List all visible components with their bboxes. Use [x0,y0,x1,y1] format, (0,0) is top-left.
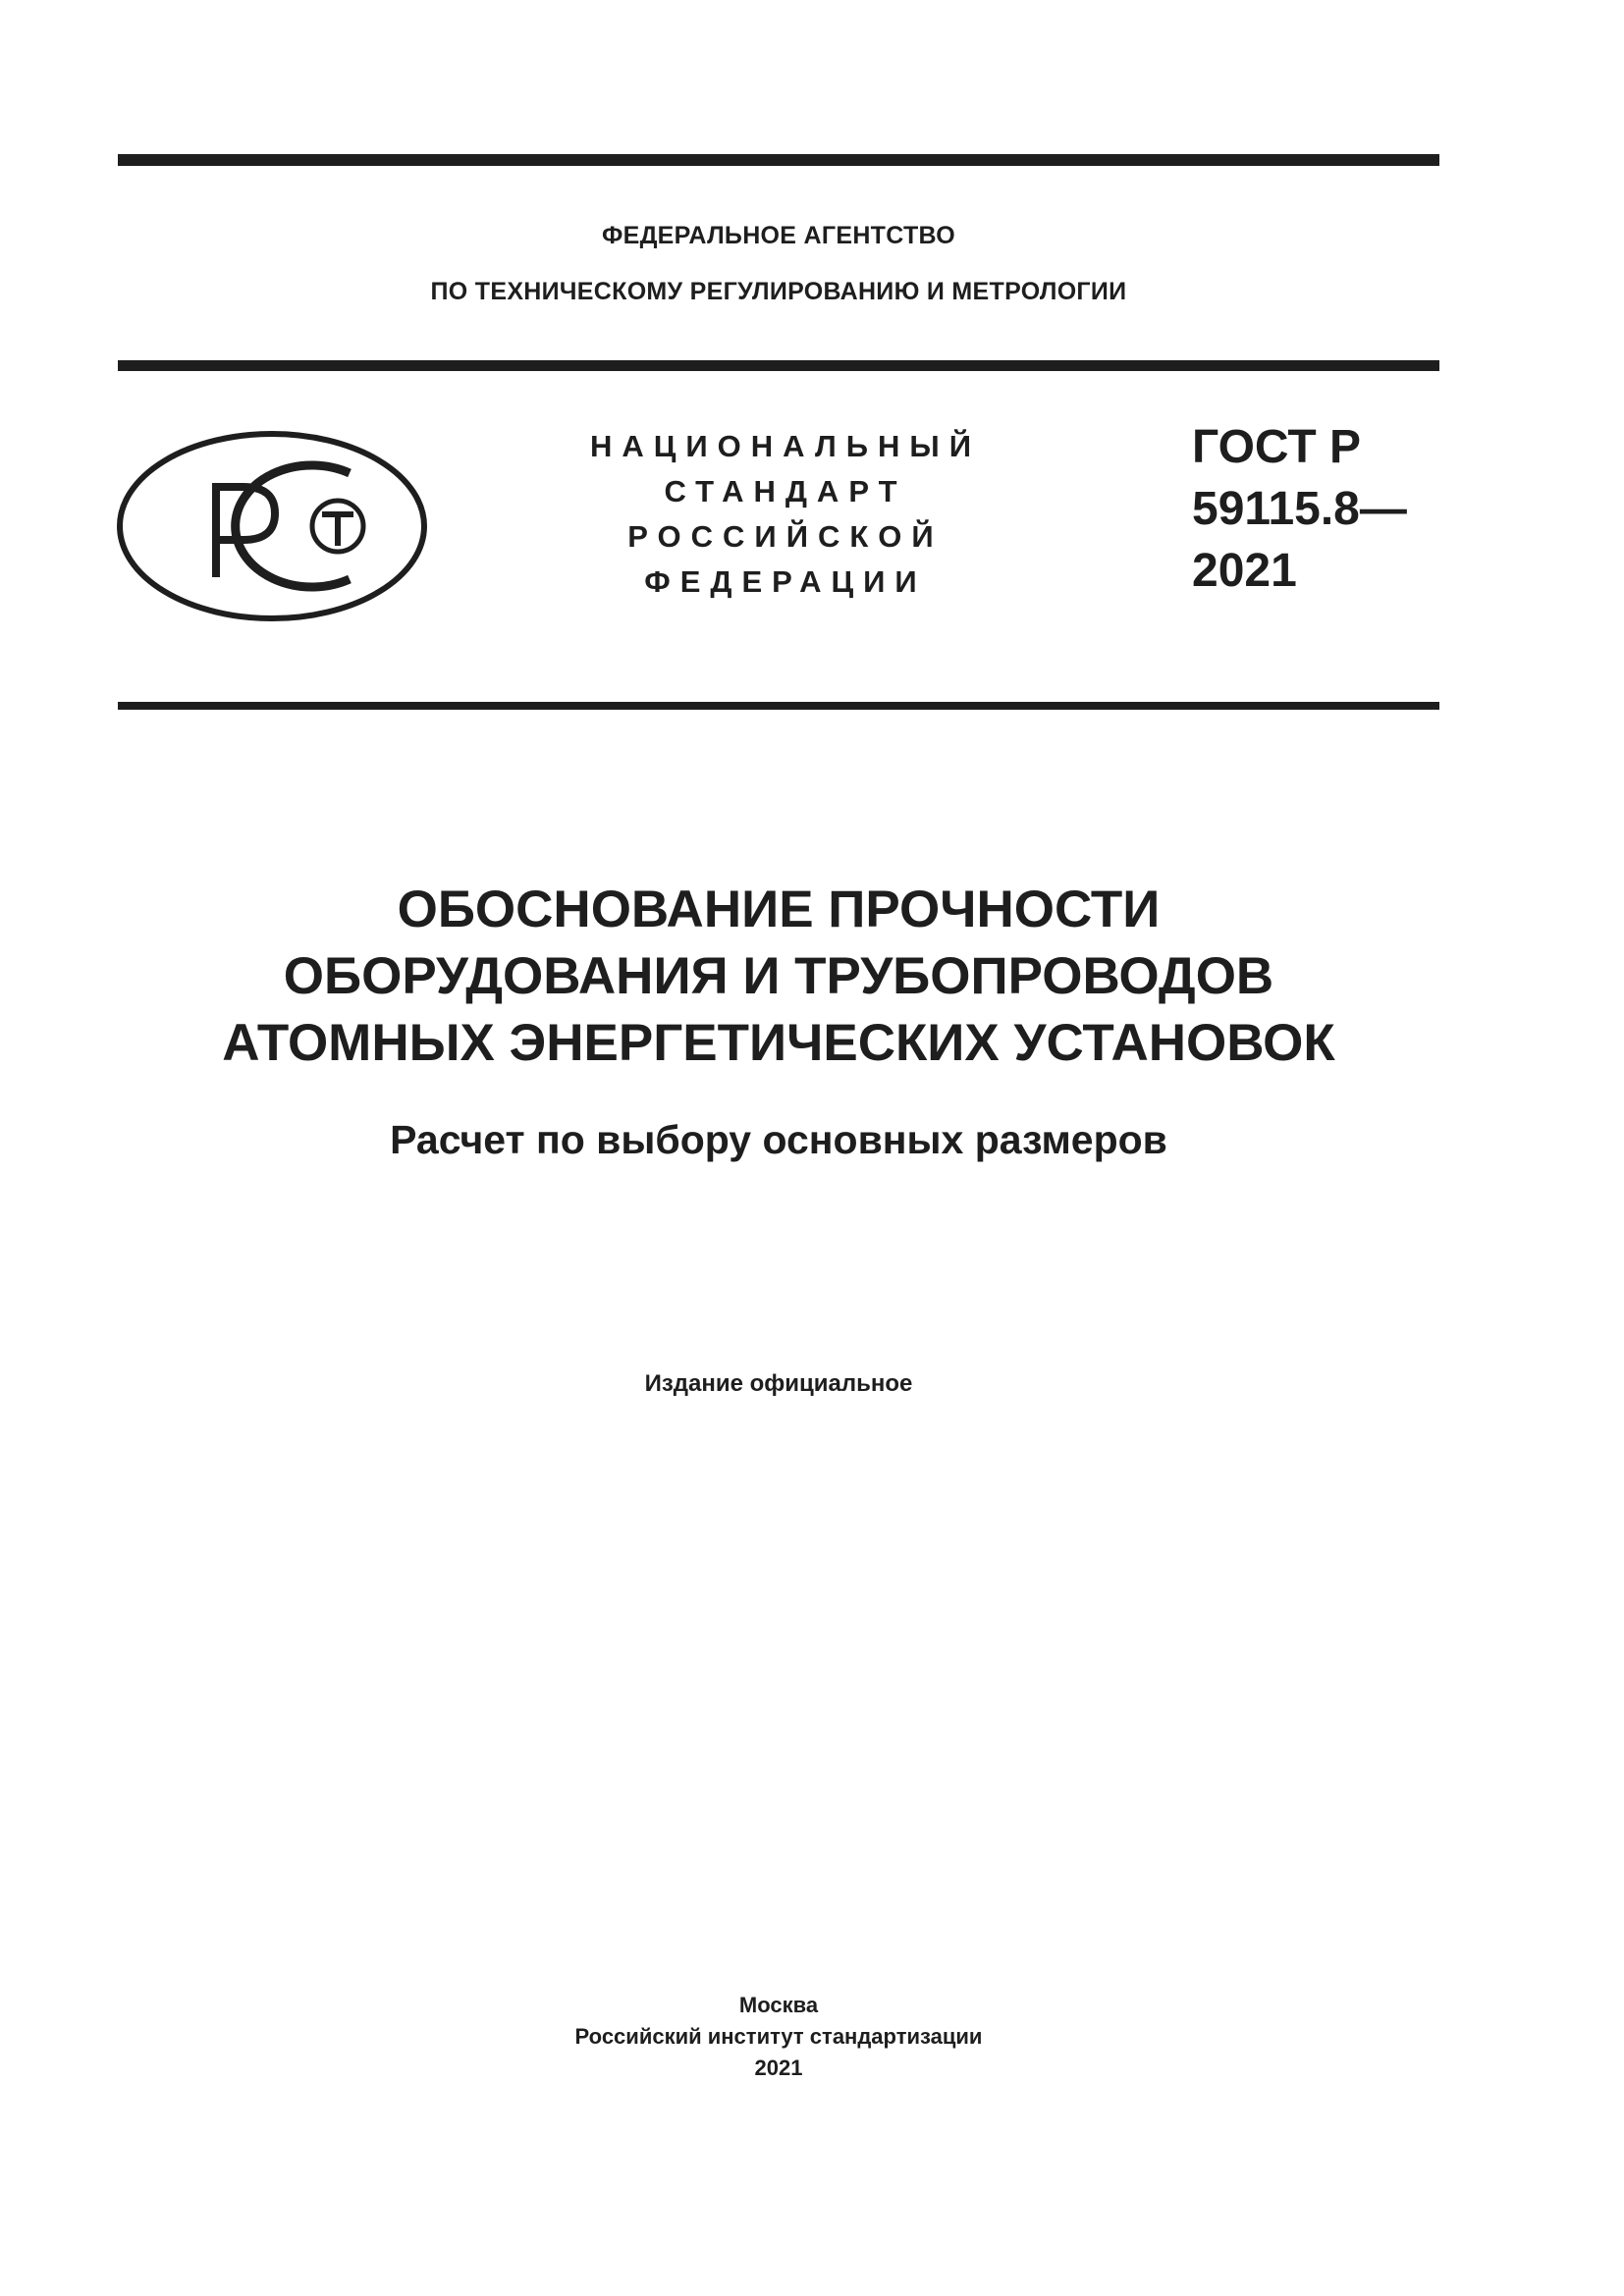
standard-type-line-1: НАЦИОНАЛЬНЫЙ [589,429,982,463]
standard-type-line-4: ФЕДЕРАЦИИ [644,564,927,599]
standard-designation [1192,416,1407,602]
title-line-1: ОБОСНОВАНИЕ ПРОЧНОСТИ [397,881,1161,938]
bottom-header-rule [118,702,1439,710]
agency-line-1: ФЕДЕРАЛЬНОЕ АГЕНТСТВО [601,222,956,249]
edition-note: Издание официальное [644,1370,913,1397]
imprint-city: Москва [738,1993,819,2017]
rst-logo-icon [116,430,428,622]
standard-type [530,424,1041,605]
imprint-year: 2021 [754,2056,803,2080]
title-line-2: ОБОРУДОВАНИЯ И ТРУБОПРОВОДОВ [283,947,1274,1005]
agency-line-2: ПО ТЕХНИЧЕСКОМУ РЕГУЛИРОВАНИЮ И МЕТРОЛОГИИ [430,278,1127,305]
top-rule [118,154,1439,166]
designation-line-1: ГОСТ Р [1192,421,1362,473]
document-subtitle: Расчет по выбору основных размеров [390,1117,1167,1162]
title-line-3: АТОМНЫХ ЭНЕРГЕТИЧЕСКИХ УСТАНОВОК [222,1014,1335,1072]
imprint-publisher: Российский институт стандартизации [574,2024,983,2049]
designation-line-3: 2021 [1192,545,1297,597]
standard-type-line-2: СТАНДАРТ [664,474,907,508]
designation-line-2: 59115.8— [1192,483,1407,535]
standard-type-line-3: РОССИЙСКОЙ [627,519,944,554]
document-title [118,877,1439,1077]
middle-rule [118,360,1439,371]
imprint [118,1990,1439,2084]
